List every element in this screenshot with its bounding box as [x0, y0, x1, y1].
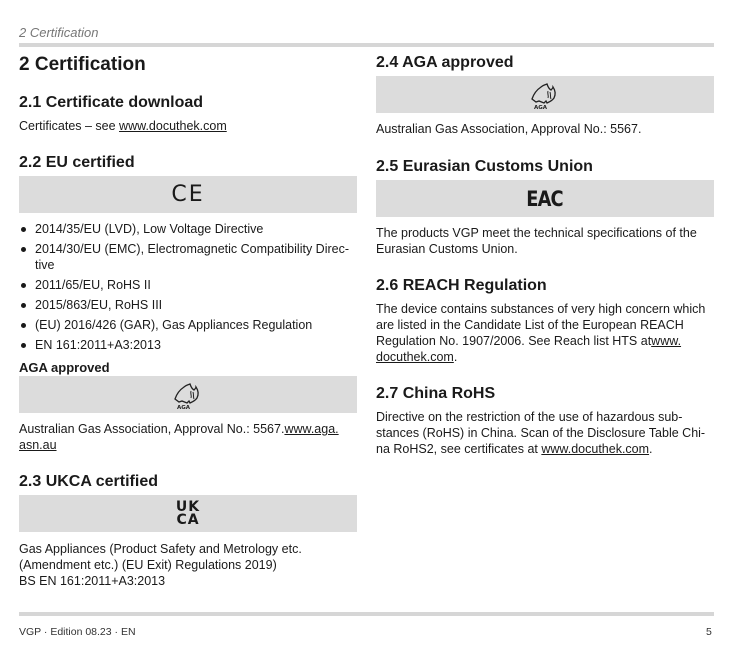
- section-2-1-heading: 2.1 Certificate download: [19, 94, 204, 111]
- ukca-text: Gas Appliances (Product Safety and Metrology etc. (Amendment etc.) (EU Exit) Regulations 2019) BS EN 161:2011+A3:2013: [19, 542, 302, 588]
- section-2-5-heading: 2.5 Eurasian Customs Union: [376, 158, 593, 175]
- ukca-mark: UK CA: [175, 498, 201, 528]
- aga-logo-band: [19, 376, 357, 413]
- running-head: 2 Certification: [19, 25, 99, 40]
- list-item: 2015/863/EU, RoHS III: [19, 297, 357, 313]
- china-rohs-link[interactable]: www.docuthek.com: [541, 442, 650, 456]
- aga-approved-subheading: AGA approved: [19, 360, 110, 375]
- header-rule: [19, 43, 714, 47]
- section-2-2-heading: 2.2 EU certified: [19, 154, 135, 171]
- section-2-6-heading: 2.6 REACH Regulation: [376, 277, 547, 294]
- section-2-7-text: Directive on the restriction of the use of hazardous sub- stances (RoHS) in China. Scan of the Disclosure Table Chi- na RoHS2, see certificates at www.docuthek.com.: [376, 410, 706, 456]
- page-title: 2 Certification: [19, 54, 146, 75]
- eac-mark: EAC: [526, 186, 564, 211]
- aga-approval-text: Australian Gas Association, Approval No.: 5567.www.aga. asn.au: [19, 422, 339, 452]
- ce-mark-band: [19, 176, 357, 213]
- page-number: 5: [706, 626, 712, 638]
- svg-text:AGA: AGA: [534, 104, 548, 111]
- section-2-3-heading: 2.3 UKCA certified: [19, 473, 158, 490]
- section-2-4-heading: 2.4 AGA approved: [376, 54, 514, 71]
- svg-text:AGA: AGA: [177, 404, 191, 411]
- aga-link-cont[interactable]: asn.au: [19, 438, 57, 452]
- ukca-mark-band: [19, 495, 357, 532]
- section-2-6-text: The device contains substances of very high concern which are listed in the Candidate List of the European REACH Regulation No. 1907/2006. See Reach list HTS atwww. docuthek.com.: [376, 302, 706, 364]
- eac-mark-band: [376, 180, 714, 217]
- footer-rule: [19, 612, 714, 616]
- list-item: (EU) 2016/426 (GAR), Gas Appliances Regulation: [19, 317, 357, 333]
- docuthek-link[interactable]: www.docuthek.com: [119, 119, 227, 133]
- ce-mark: CE: [171, 182, 205, 207]
- section-2-7-heading: 2.7 China RoHS: [376, 385, 496, 402]
- list-item: 2011/65/EU, RoHS II: [19, 277, 357, 293]
- aga-logo-band-right: [376, 76, 714, 113]
- reach-link-cont[interactable]: docuthek.com: [376, 350, 454, 364]
- list-item: 2014/35/EU (LVD), Low Voltage Directive: [19, 221, 357, 237]
- footer-edition: VGP · Edition 08.23 · EN: [19, 626, 136, 638]
- section-2-1-text: Certificates – see www.docuthek.com: [19, 119, 227, 133]
- aga-logo-icon: [171, 379, 205, 411]
- eu-directive-list: [19, 221, 357, 357]
- aga-link[interactable]: www.aga.: [284, 422, 339, 436]
- list-item: EN 161:2011+A3:2013: [19, 337, 357, 353]
- aga-logo-icon: [528, 79, 562, 111]
- section-2-5-text: The products VGP meet the technical specifications of the Eurasian Customs Union.: [376, 226, 697, 256]
- list-item: 2014/30/EU (EMC), Electromagnetic Compatibility Direc-tive: [19, 241, 357, 273]
- section-2-4-text: Australian Gas Association, Approval No.: 5567.: [376, 122, 642, 136]
- reach-link[interactable]: www.: [651, 334, 682, 348]
